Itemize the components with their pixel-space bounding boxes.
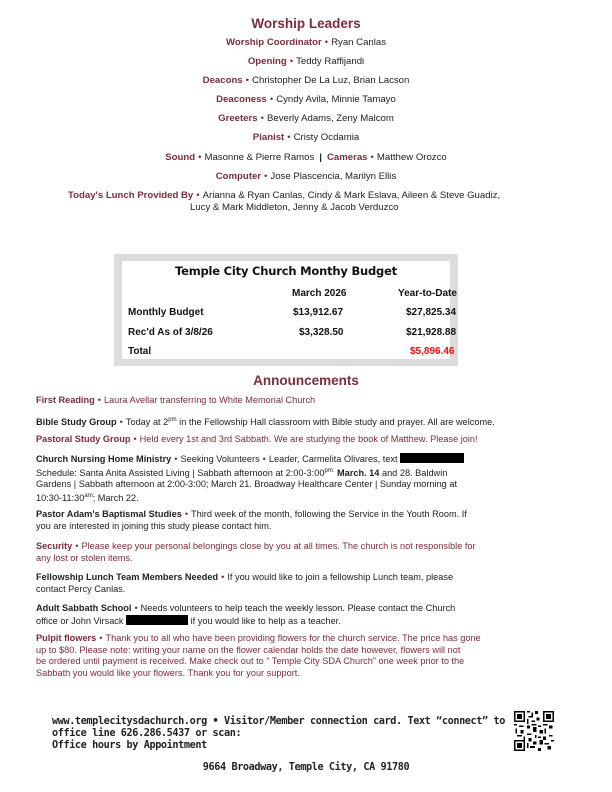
adult-sabbath-contact-rest: if you would like to help as a teacher. xyxy=(190,615,341,626)
security-line-2: any lost or stolen items. xyxy=(36,552,133,563)
nursing-line-3: Gardens | Sabbath afternoon at 2:00-3:00; March 21. Broadway Healthcare Center | Sunday morning at xyxy=(36,479,458,490)
bible-study-body-a: Today at 2 xyxy=(125,417,169,428)
security-item xyxy=(36,541,576,564)
pianist-label: Pianist xyxy=(252,132,285,143)
redacted-phone xyxy=(126,615,188,625)
pianist-row xyxy=(0,132,612,144)
separator: | xyxy=(319,152,322,163)
greeters-value: Beverly Adams, Zeny Malcom xyxy=(266,113,394,124)
budget-row-label: Monthly Budget xyxy=(128,307,204,318)
adult-sabbath-line-2 xyxy=(36,615,576,628)
pastoral-study-title: Pastoral Study Group xyxy=(36,434,131,444)
nursing-line-1 xyxy=(36,453,576,466)
deaconess-value: Cyndy Avila, Minnie Tamayo xyxy=(276,94,396,105)
pulpit-title: Pulpit flowers xyxy=(36,633,97,643)
bible-study-sup: pm xyxy=(168,417,177,423)
lunch-row-continued: Lucy & Mark Middleton, Jenny & Jacob Verduzco xyxy=(190,202,399,213)
bullet: • xyxy=(75,541,79,551)
pianist-value: Cristy Ocdamia xyxy=(293,132,360,143)
fellowship-line-2: contact Percy Canlas. xyxy=(36,583,126,594)
baptismal-title: Pastor Adam's Baptismal Studies xyxy=(36,509,182,519)
baptismal-body: Third week of the month, following the Service in the Youth Room. If xyxy=(191,509,467,519)
adult-sabbath-title: Adult Sabbath School xyxy=(36,603,132,613)
pulpit-line-1 xyxy=(36,633,576,645)
opening-label: Opening xyxy=(247,56,287,67)
bullet: • xyxy=(99,633,103,643)
lunch-row xyxy=(68,190,500,202)
pulpit-line-2: up to $80. Please note: writing your name on the flower calendar holds the date however, flowers will not xyxy=(36,644,461,655)
budget-row-label: Rec'd As of 3/8/26 xyxy=(128,327,213,338)
bullet: • xyxy=(324,37,329,48)
nursing-line-4 xyxy=(36,491,576,505)
footer-website-line: www.templecitysdachurch.org • Visitor/Member connection card. Text “connect” to xyxy=(52,716,505,727)
lunch-line1: Arianna & Ryan Canlas, Cindy & Mark Eslava, Aileen & Steve Guadiz, xyxy=(202,190,501,201)
first-reading-body: Laura Avellar transferring to White Memorial Church xyxy=(103,395,316,405)
budget-col-month: March 2026 xyxy=(292,288,347,299)
deaconess-row xyxy=(0,94,612,106)
bullet: • xyxy=(370,152,374,163)
opening-value: Teddy Raffijandi xyxy=(296,56,365,67)
nursing-ministry-item xyxy=(36,453,576,505)
budget-row-month: $13,912.67 xyxy=(293,307,344,318)
deacons-value: Christopher De La Luz, Brian Lacson xyxy=(252,75,410,86)
cameras-label: Cameras xyxy=(326,152,368,163)
bullet: • xyxy=(269,94,274,105)
greeters-row xyxy=(0,113,612,125)
bible-study-body-b: in the Fellowship Hall classroom with Bible study and prayer. All are welcome. xyxy=(176,417,495,428)
fellowship-title: Fellowship Lunch Team Members Needed xyxy=(36,572,219,582)
opening-row xyxy=(0,56,612,68)
adult-sabbath-line-1 xyxy=(36,603,576,615)
nursing-schedule: Schedule: Santa Anita Assisted Living | Sabbath afternoon at 2:00-3:00 xyxy=(36,467,325,478)
nursing-seeking: Seeking Volunteers xyxy=(180,454,260,464)
redacted-phone xyxy=(400,453,464,463)
bullet: • xyxy=(260,113,264,124)
lunch-label: Today's Lunch Provided By xyxy=(68,190,194,201)
budget-table xyxy=(122,261,457,359)
footer-contact xyxy=(52,716,512,752)
cameras-value: Matthew Orozco xyxy=(376,152,447,163)
bullet: • xyxy=(245,75,250,86)
pulpit-flowers-item xyxy=(36,633,576,679)
pastoral-study-body: Held every 1st and 3rd Sabbath. We are studying the book of Matthew. Please join! xyxy=(139,434,478,444)
deaconess-label: Deaconess xyxy=(216,94,267,105)
computer-label: Computer xyxy=(215,171,262,182)
bullet: • xyxy=(134,603,138,613)
bullet: • xyxy=(221,572,225,582)
bullet: • xyxy=(289,56,294,67)
nursing-sup-pm: pm: xyxy=(324,467,335,474)
budget-total-value: $5,896.46 xyxy=(410,346,455,357)
sound-cameras-row xyxy=(0,152,612,164)
footer-hours-line: Office hours by Appointment xyxy=(52,740,207,751)
worship-coordinator-row xyxy=(0,37,612,49)
announcements-heading: Announcements xyxy=(253,373,359,388)
budget-box xyxy=(114,254,458,366)
deacons-row xyxy=(0,75,612,87)
nursing-time: 10:30-11:30 xyxy=(36,492,85,503)
security-line-1 xyxy=(36,541,576,553)
bullet: • xyxy=(264,171,268,182)
budget-row-ytd: $27,825.34 xyxy=(406,307,457,318)
bullet: • xyxy=(262,454,266,464)
budget-row-month: $3,328.50 xyxy=(299,327,344,338)
baptismal-line-1 xyxy=(36,509,576,521)
pastoral-study-item xyxy=(36,434,576,446)
first-reading-item xyxy=(36,395,576,407)
budget-row-label: Total xyxy=(128,346,152,357)
first-reading-title: First Reading xyxy=(36,395,95,405)
nursing-date-highlight: March. 14 xyxy=(337,467,380,478)
adult-sabbath-body: Needs volunteers to help teach the weekly lesson. Please contact the Church xyxy=(140,603,456,613)
worship-coordinator-value: Ryan Canlas xyxy=(331,37,387,48)
bible-study-item xyxy=(36,415,576,429)
baptismal-line-2: you are interested in joining this study please contact him. xyxy=(36,520,272,531)
pulpit-line-4: Sabbath you would like your flowers. Thank you for your support. xyxy=(36,667,300,678)
bullet: • xyxy=(174,454,178,464)
pulpit-body: Thank you to all who have been providing flowers for the church service. The price has gone xyxy=(105,633,481,643)
bullet: • xyxy=(287,132,291,143)
bullet: • xyxy=(198,152,202,163)
adult-sabbath-contact: office or John Virsack xyxy=(36,615,124,626)
greeters-label: Greeters xyxy=(218,113,258,124)
bullet: • xyxy=(184,509,189,519)
worship-coordinator-label: Worship Coordinator xyxy=(225,37,322,48)
sound-value: Masonne & Pierre Ramos xyxy=(204,152,315,163)
security-body: Please keep your personal belongings close by you at all times. The church is not responsible for xyxy=(81,541,476,551)
deacons-label: Deacons xyxy=(202,75,243,86)
nursing-sup-am: am xyxy=(84,492,93,499)
footer-phone-line: office line 626.286.5437 or scan: xyxy=(52,728,242,739)
bullet: • xyxy=(97,395,101,405)
bullet: • xyxy=(196,190,200,201)
nursing-date-rest: and 28. Baldwin xyxy=(379,467,448,478)
fellowship-lunch-item xyxy=(36,572,576,595)
nursing-date-end: ; March 22. xyxy=(92,492,139,503)
bible-study-title: Bible Study Group xyxy=(36,417,117,428)
computer-value: Jose Plascencia, Marilyn Ellis xyxy=(270,171,397,182)
nursing-line-2 xyxy=(36,466,576,480)
fellowship-body: If you would like to join a fellowship Lunch team, please xyxy=(227,572,454,582)
budget-title: Temple City Church Monthy Budget xyxy=(175,264,397,278)
computer-row xyxy=(0,171,612,183)
worship-leaders-heading: Worship Leaders xyxy=(251,16,361,31)
church-address: 9664 Broadway, Temple City, CA 91780 xyxy=(202,762,410,773)
fellowship-line-1 xyxy=(36,572,576,584)
nursing-title: Church Nursing Home Ministry xyxy=(36,454,172,464)
bullet: • xyxy=(133,434,137,444)
budget-col-ytd: Year-to-Date xyxy=(398,288,457,299)
budget-row-ytd: $21,928.88 xyxy=(406,327,457,338)
bullet: • xyxy=(119,417,123,428)
pulpit-line-3: be ordered until payment is received. Make check out to “ Temple City SDA Church” one week prior to the xyxy=(36,656,465,667)
sound-label: Sound xyxy=(165,152,196,163)
adult-sabbath-item xyxy=(36,603,576,627)
baptismal-studies-item xyxy=(36,509,576,532)
qr-code-icon[interactable] xyxy=(514,711,554,751)
nursing-leader: Leader, Carmelita Olivares, text xyxy=(268,454,398,464)
security-title: Security xyxy=(36,541,73,551)
